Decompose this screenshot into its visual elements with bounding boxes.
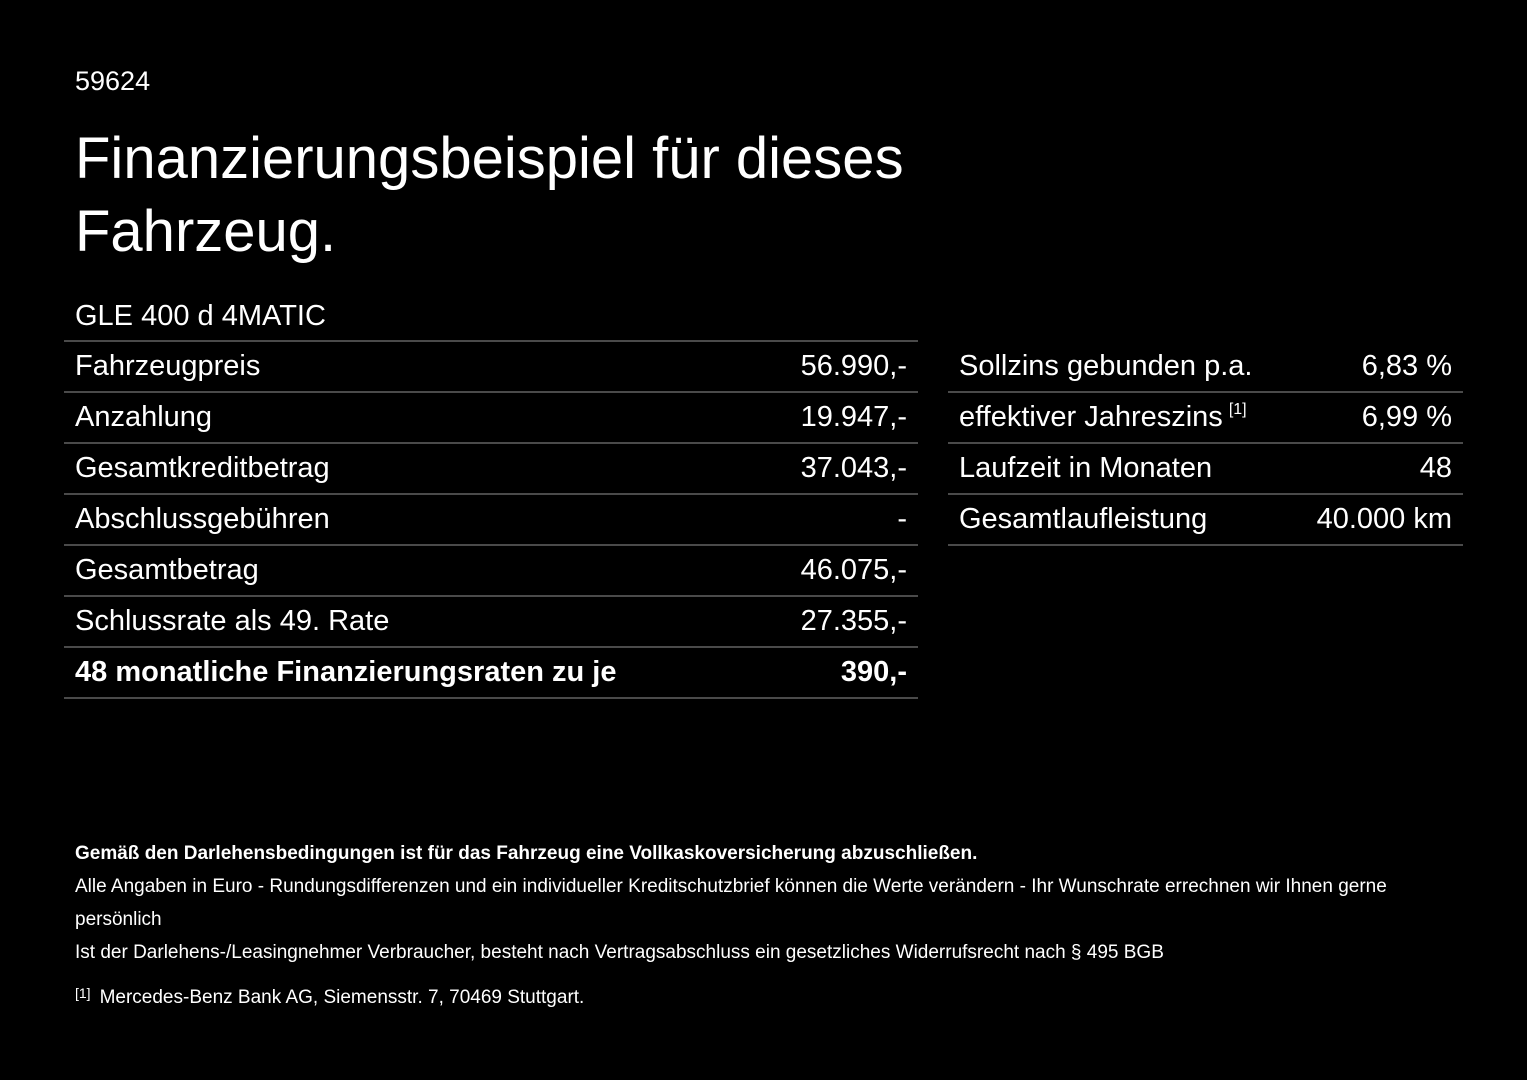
row-label: Sollzins gebunden p.a. xyxy=(959,350,1253,382)
row-value: 46.075,- xyxy=(800,554,907,586)
row-value: 48 xyxy=(1419,452,1452,484)
footnote-marker: [1] xyxy=(75,985,91,1001)
table-row-monatsrate xyxy=(64,648,918,699)
table-row-gesamtkreditbetrag xyxy=(64,444,918,495)
footnote xyxy=(75,977,1463,1014)
row-label: Anzahlung xyxy=(75,401,213,433)
row-value: 56.990,- xyxy=(800,350,907,382)
vehicle-model: GLE 400 d 4MATIC xyxy=(75,300,326,332)
row-value: 27.355,- xyxy=(800,605,907,637)
row-value: 37.043,- xyxy=(800,452,907,484)
table-row-laufzeit xyxy=(948,444,1463,495)
table-row-anzahlung xyxy=(64,393,918,444)
table-row-effektiver-jahreszins xyxy=(948,393,1463,444)
table-row-abschlussgebuehren xyxy=(64,495,918,546)
row-value: 6,83 % xyxy=(1361,350,1452,382)
row-label: Schlussrate als 49. Rate xyxy=(75,605,390,637)
table-row-gesamtbetrag xyxy=(64,546,918,597)
rounding-note: Alle Angaben in Euro - Rundungsdifferenzen und ein individueller Kreditschutzbrief können die Werte verändern - Ihr Wunschrate errechnen wir Ihnen gerne persönlich xyxy=(75,876,1387,930)
row-value: - xyxy=(897,503,907,535)
row-label: Gesamtkreditbetrag xyxy=(75,452,330,484)
row-label: Abschlussgebühren xyxy=(75,503,330,535)
finance-table xyxy=(64,340,918,699)
row-label: Gesamtbetrag xyxy=(75,554,259,586)
row-label: effektiver Jahreszins [1] xyxy=(959,401,1247,433)
table-row-schlussrate xyxy=(64,597,918,648)
footnote-text: Mercedes-Benz Bank AG, Siemensstr. 7, 70469 Stuttgart. xyxy=(99,987,585,1008)
row-label: Fahrzeugpreis xyxy=(75,350,261,382)
table-row-fahrzeugpreis xyxy=(64,342,918,393)
table-row-gesamtlaufleistung xyxy=(948,495,1463,546)
conditions-table xyxy=(948,342,1463,546)
table-row-sollzins xyxy=(948,342,1463,393)
row-value: 6,99 % xyxy=(1361,401,1452,433)
row-value: 390,- xyxy=(840,656,907,688)
page-title: Finanzierungsbeispiel für dieses Fahrzeug. xyxy=(75,126,904,264)
insurance-note: Gemäß den Darlehensbedingungen ist für das Fahrzeug eine Vollkaskoversicherung abzuschließen. xyxy=(75,843,978,864)
footnote-ref: [1] xyxy=(1228,401,1247,418)
row-label: Gesamtlaufleistung xyxy=(959,503,1208,535)
row-label: 48 monatliche Finanzierungsraten zu je xyxy=(75,656,617,688)
row-label: Laufzeit in Monaten xyxy=(959,452,1213,484)
tables-area xyxy=(64,340,1463,699)
doc-number: 59624 xyxy=(75,66,151,96)
row-value: 19.947,- xyxy=(800,401,907,433)
row-value: 40.000 km xyxy=(1316,503,1452,535)
legal-footer xyxy=(75,837,1463,1014)
withdrawal-note: Ist der Darlehens-/Leasingnehmer Verbraucher, besteht nach Vertragsabschluss ein gesetzliches Widerrufsrecht nach § 495 BGB xyxy=(75,942,1164,963)
